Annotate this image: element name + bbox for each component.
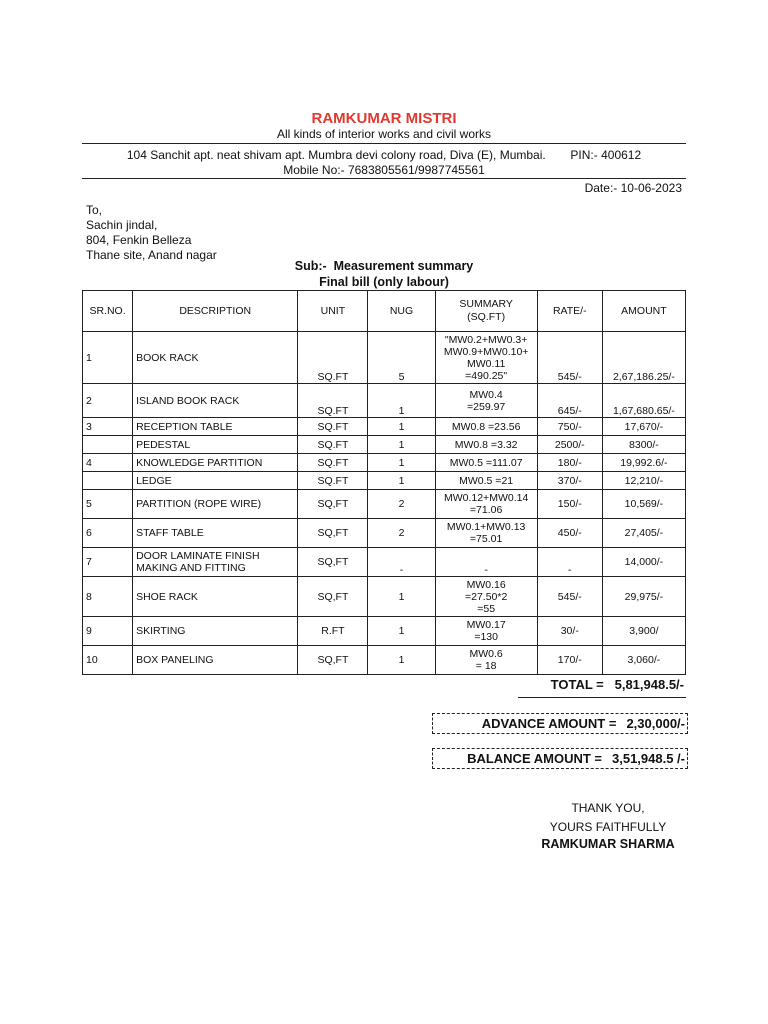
cell-nug: -	[368, 548, 435, 577]
header-summary	[435, 291, 537, 332]
recipient-address-line2: Thane site, Anand nagar	[86, 248, 217, 262]
cell-summary	[435, 548, 537, 577]
closing-block	[520, 799, 696, 837]
table-row	[83, 617, 686, 646]
cell-amount: 3,060/-	[602, 646, 685, 675]
bill-date: Date:- 10-06-2023	[584, 181, 682, 195]
cell-unit: SQ.FT	[298, 472, 368, 490]
header-amount: AMOUNT	[602, 291, 685, 332]
balance-amount-label: BALANCE AMOUNT =	[467, 751, 602, 766]
cell-rate: 545/-	[537, 332, 602, 384]
cell-nug: 1	[368, 577, 435, 617]
summary-line: = 18	[475, 660, 497, 672]
cell-summary	[435, 617, 537, 646]
cell-rate: 170/-	[537, 646, 602, 675]
summary-line: MW0.12+MW0.14	[443, 492, 529, 504]
recipient-address-line1: 804, Fenkin Belleza	[86, 233, 192, 247]
header-rate: RATE/-	[537, 291, 602, 332]
cell-nug: 1	[368, 436, 435, 454]
header-divider-bottom	[82, 178, 686, 179]
summary-line: MW0.8 =3.32	[454, 438, 518, 451]
closing-thanks: THANK YOU,	[571, 801, 645, 815]
cell-summary	[435, 490, 537, 519]
cell-rate: 645/-	[537, 384, 602, 418]
header-summary-line1: SUMMARY	[459, 298, 513, 310]
balance-amount-box	[432, 748, 688, 769]
advance-amount-value: 2,30,000/-	[626, 716, 685, 731]
cell-sr-no: 6	[83, 519, 133, 548]
summary-line: MW0.17	[466, 619, 506, 631]
summary-line: =75.01	[469, 533, 503, 545]
summary-line: MW0.16	[466, 578, 506, 591]
cell-amount: 1,67,680.65/-	[602, 384, 685, 418]
recipient-block	[86, 203, 217, 263]
table-row	[83, 418, 686, 436]
advance-amount-label: ADVANCE AMOUNT =	[481, 716, 617, 731]
advance-amount-box	[432, 713, 688, 734]
header-sr-no: SR.NO.	[83, 291, 133, 332]
cell-rate: 150/-	[537, 490, 602, 519]
cell-summary	[435, 577, 537, 617]
summary-line: -	[484, 564, 488, 576]
summary-line: =490.25"	[465, 369, 508, 382]
cell-sr-no: 8	[83, 577, 133, 617]
company-pin: PIN:- 400612	[570, 148, 642, 162]
cell-description: LEDGE	[133, 472, 298, 490]
total-underline	[518, 697, 686, 698]
cell-rate: 30/-	[537, 617, 602, 646]
cell-rate: 750/-	[537, 418, 602, 436]
cell-description: SHOE RACK	[133, 577, 298, 617]
cell-unit: SQ,FT	[298, 548, 368, 577]
cell-amount: 8300/-	[602, 436, 685, 454]
table-row	[83, 519, 686, 548]
cell-rate: 180/-	[537, 454, 602, 472]
cell-sr-no: 10	[83, 646, 133, 675]
header-summary-line2: (SQ.FT)	[467, 311, 506, 323]
cell-description: STAFF TABLE	[133, 519, 298, 548]
header-description: DESCRIPTION	[133, 291, 298, 332]
cell-nug: 2	[368, 519, 435, 548]
cell-description: DOOR LAMINATE FINISH MAKING AND FITTING	[133, 548, 298, 577]
closing-yours: YOURS FAITHFULLY	[549, 820, 667, 834]
cell-sr-no: 7	[83, 548, 133, 577]
header-divider-top	[82, 143, 686, 144]
cell-amount: 19,992.6/-	[602, 454, 685, 472]
table-body	[83, 332, 686, 675]
cell-sr-no: 4	[83, 454, 133, 472]
header-unit: UNIT	[298, 291, 368, 332]
company-address: 104 Sanchit apt. neat shivam apt. Mumbra devi colony road, Diva (E), Mumbai.	[126, 148, 546, 162]
cell-amount: 14,000/-	[602, 548, 685, 577]
cell-sr-no	[83, 436, 133, 454]
cell-unit: SQ,FT	[298, 490, 368, 519]
cell-sr-no: 1	[83, 332, 133, 384]
cell-nug: 5	[368, 332, 435, 384]
cell-nug: 1	[368, 617, 435, 646]
company-tagline: All kinds of interior works and civil works	[276, 127, 492, 141]
cell-sr-no: 5	[83, 490, 133, 519]
cell-description: BOX PANELING	[133, 646, 298, 675]
table-row	[83, 436, 686, 454]
subject-subline: Final bill (only labour)	[319, 275, 449, 289]
summary-line: MW0.4	[469, 388, 503, 401]
cell-amount: 29,975/-	[602, 577, 685, 617]
summary-line: MW0.5 =21	[459, 474, 514, 487]
cell-unit: SQ,FT	[298, 577, 368, 617]
recipient-to: To,	[86, 203, 103, 217]
cell-description: BOOK RACK	[133, 332, 298, 384]
cell-description: SKIRTING	[133, 617, 298, 646]
summary-line: MW0.11	[466, 357, 506, 370]
cell-unit: SQ.FT	[298, 436, 368, 454]
cell-sr-no: 3	[83, 418, 133, 436]
summary-line: =259.97	[467, 400, 506, 413]
cell-amount: 2,67,186.25/-	[602, 332, 685, 384]
cell-description: PEDESTAL	[133, 436, 298, 454]
company-mobile: Mobile No:- 7683805561/9987745561	[283, 163, 485, 177]
table-row	[83, 454, 686, 472]
cell-summary	[435, 436, 537, 454]
cell-nug: 2	[368, 490, 435, 519]
summary-line: =27.50*2	[464, 590, 508, 603]
cell-unit: SQ.FT	[298, 418, 368, 436]
cell-amount: 27,405/-	[602, 519, 685, 548]
table-row	[83, 646, 686, 675]
cell-nug: 1	[368, 472, 435, 490]
company-name: RAMKUMAR MISTRI	[311, 110, 457, 127]
cell-amount: 17,670/-	[602, 418, 685, 436]
cell-rate: 545/-	[537, 577, 602, 617]
summary-line: =71.06	[469, 504, 503, 516]
cell-description: PARTITION (ROPE WIRE)	[133, 490, 298, 519]
table-row	[83, 577, 686, 617]
recipient-name: Sachin jindal,	[86, 218, 158, 232]
cell-rate: 2500/-	[537, 436, 602, 454]
company-address-block	[82, 148, 686, 178]
cell-sr-no: 9	[83, 617, 133, 646]
cell-description: RECEPTION TABLE	[133, 418, 298, 436]
cell-summary	[435, 472, 537, 490]
signer-name: RAMKUMAR SHARMA	[541, 837, 675, 851]
cell-unit: SQ.FT	[298, 454, 368, 472]
cell-description: KNOWLEDGE PARTITION	[133, 454, 298, 472]
table-header-row	[83, 291, 686, 332]
cell-summary	[435, 332, 537, 384]
cell-nug: 1	[368, 384, 435, 418]
cell-unit: SQ.FT	[298, 384, 368, 418]
cell-summary	[435, 646, 537, 675]
table-row	[83, 490, 686, 519]
table-row	[83, 384, 686, 418]
cell-nug: 1	[368, 646, 435, 675]
balance-amount-value: 3,51,948.5 /-	[612, 751, 685, 766]
cell-unit: SQ,FT	[298, 519, 368, 548]
cell-rate: 370/-	[537, 472, 602, 490]
summary-line: MW0.8 =23.56	[451, 420, 521, 433]
measurement-table	[82, 290, 686, 675]
cell-amount: 12,210/-	[602, 472, 685, 490]
cell-nug: 1	[368, 454, 435, 472]
header-nug: NUG	[368, 291, 435, 332]
summary-line: =130	[474, 631, 498, 643]
table-row	[83, 332, 686, 384]
cell-sr-no: 2	[83, 384, 133, 418]
summary-line: MW0.1+MW0.13	[446, 521, 526, 533]
cell-amount: 10,569/-	[602, 490, 685, 519]
cell-unit: SQ,FT	[298, 646, 368, 675]
subject-block	[0, 258, 768, 290]
cell-unit: SQ.FT	[298, 332, 368, 384]
summary-line: =55	[477, 602, 496, 615]
cell-summary	[435, 418, 537, 436]
table-row	[83, 548, 686, 577]
total-amount: TOTAL = 5,81,948.5/-	[550, 677, 684, 692]
cell-description: ISLAND BOOK RACK	[133, 384, 298, 418]
cell-unit: R.FT	[298, 617, 368, 646]
cell-summary	[435, 384, 537, 418]
cell-nug: 1	[368, 418, 435, 436]
table-row	[83, 472, 686, 490]
summary-line: "MW0.2+MW0.3+	[444, 333, 528, 346]
summary-line: MW0.9+MW0.10+	[443, 345, 529, 358]
summary-line: MW0.5 =111.07	[449, 456, 523, 469]
cell-sr-no	[83, 472, 133, 490]
cell-rate: 450/-	[537, 519, 602, 548]
cell-summary	[435, 454, 537, 472]
cell-rate: -	[537, 548, 602, 577]
cell-amount: 3,900/	[602, 617, 685, 646]
subject-line: Sub:- Measurement summary	[294, 259, 474, 273]
summary-line: MW0.6	[469, 648, 503, 660]
cell-summary	[435, 519, 537, 548]
